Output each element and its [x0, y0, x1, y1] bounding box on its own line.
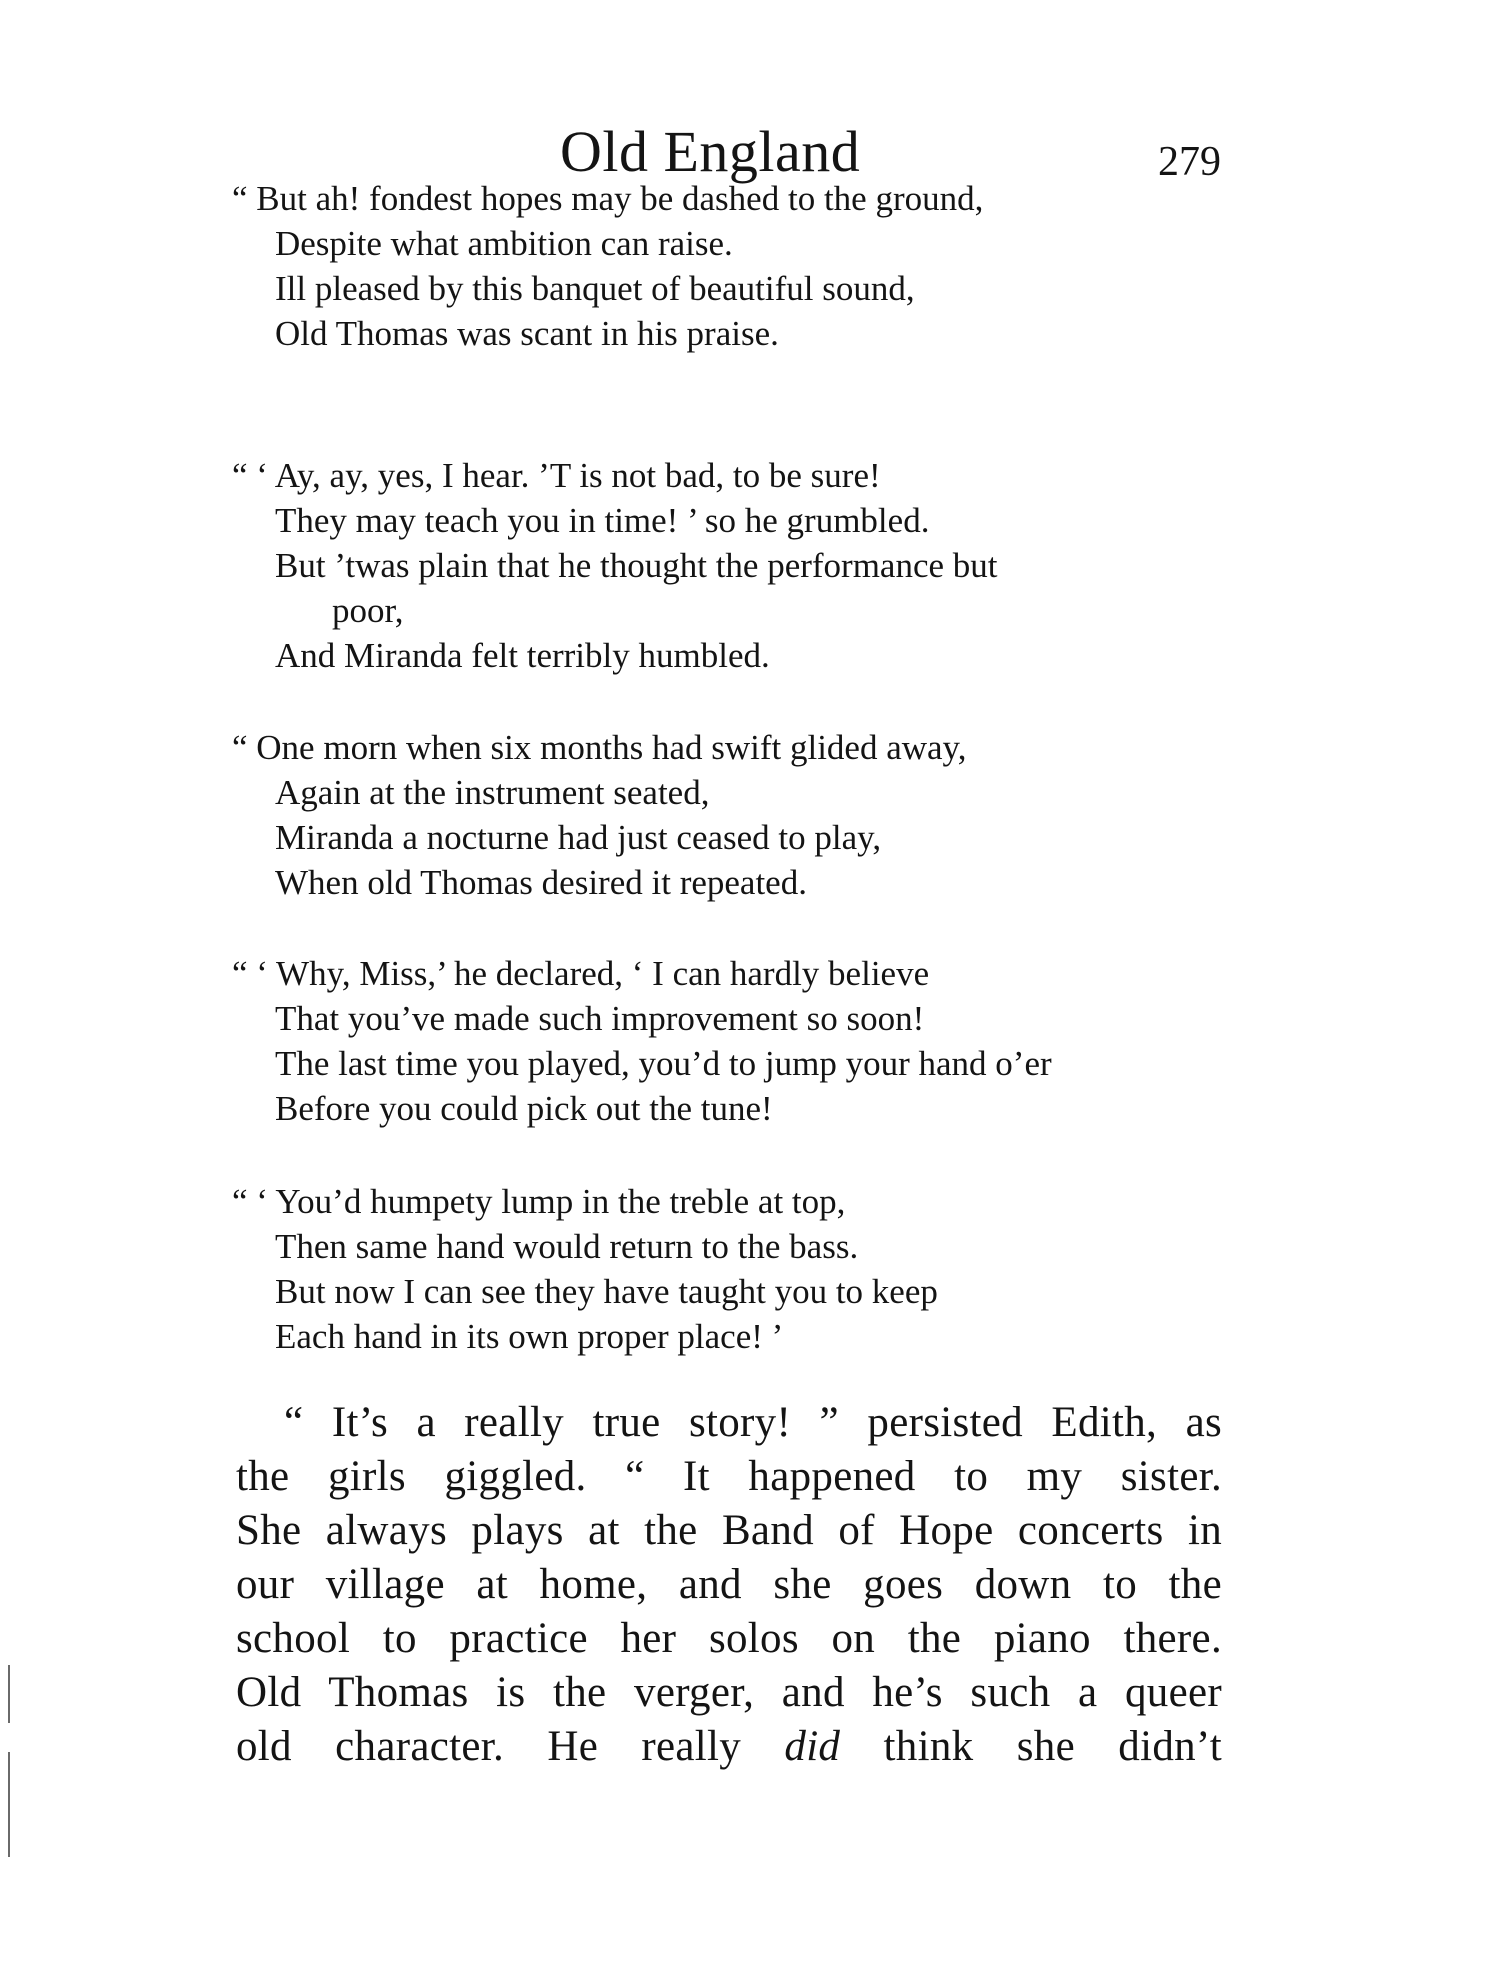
poem-stanza-1 [232, 176, 983, 356]
poem-line: They may teach you in time! ’ so he grumbled. [275, 501, 930, 540]
poem-line: But now I can see they have taught you to keep [275, 1272, 938, 1311]
poem-line: “ One morn when six months had swift glided away, [232, 728, 967, 767]
poem-stanza-2 [232, 453, 998, 678]
poem-line: Despite what ambition can raise. [275, 224, 733, 263]
prose-text: think she didn’t [840, 1723, 1223, 1770]
prose-line: Old Thomas is the verger, and he’s such a queer [236, 1669, 1222, 1716]
prose-paragraph [236, 1396, 1222, 1774]
poem-line: Before you could pick out the tune! [275, 1089, 773, 1128]
prose-emphasis: did [784, 1723, 841, 1770]
poem-stanza-3 [232, 725, 967, 905]
page-number: 279 [1158, 139, 1221, 185]
prose-line: She always plays at the Band of Hope concerts in [236, 1507, 1222, 1554]
prose-line-last [236, 1720, 1222, 1774]
poem-stanza-4 [232, 951, 1052, 1131]
poem-line: “ But ah! fondest hopes may be dashed to the ground, [232, 179, 984, 218]
poem-line: But ’twas plain that he thought the performance but [275, 546, 998, 585]
poem-line: “ ‘ Why, Miss,’ he declared, ‘ I can hardly believe [232, 954, 930, 993]
poem-line: And Miranda felt terribly humbled. [275, 636, 770, 675]
scan-edge-mark [8, 1752, 10, 1857]
prose-text: old character. He really [236, 1723, 785, 1770]
poem-line: Miranda a nocturne had just ceased to play, [275, 818, 882, 857]
prose-line: our village at home, and she goes down to the [236, 1561, 1222, 1608]
poem-line: The last time you played, you’d to jump your hand o’er [275, 1044, 1052, 1083]
poem-line: “ ‘ Ay, ay, yes, I hear. ’T is not bad, to be sure! [232, 456, 881, 495]
scan-edge-mark [8, 1665, 10, 1723]
poem-line: That you’ve made such improvement so soon! [275, 999, 925, 1038]
poem-line: Ill pleased by this banquet of beautiful sound, [275, 269, 915, 308]
poem-stanza-5 [232, 1179, 938, 1359]
poem-line: Then same hand would return to the bass. [275, 1227, 859, 1266]
prose-line: the girls giggled. “ It happened to my sister. [236, 1453, 1222, 1500]
poem-line: Again at the instrument seated, [275, 773, 710, 812]
running-header-title: Old England [560, 119, 861, 184]
prose-line: school to practice her solos on the piano there. [236, 1615, 1222, 1662]
poem-line-continuation: poor, [332, 591, 404, 630]
poem-line: Each hand in its own proper place! ’ [275, 1317, 784, 1356]
poem-line: Old Thomas was scant in his praise. [275, 314, 779, 353]
prose-line: “ It’s a really true story! ” persisted Edith, as [284, 1399, 1222, 1446]
poem-line: When old Thomas desired it repeated. [275, 863, 807, 902]
poem-line: “ ‘ You’d humpety lump in the treble at top, [232, 1182, 846, 1221]
